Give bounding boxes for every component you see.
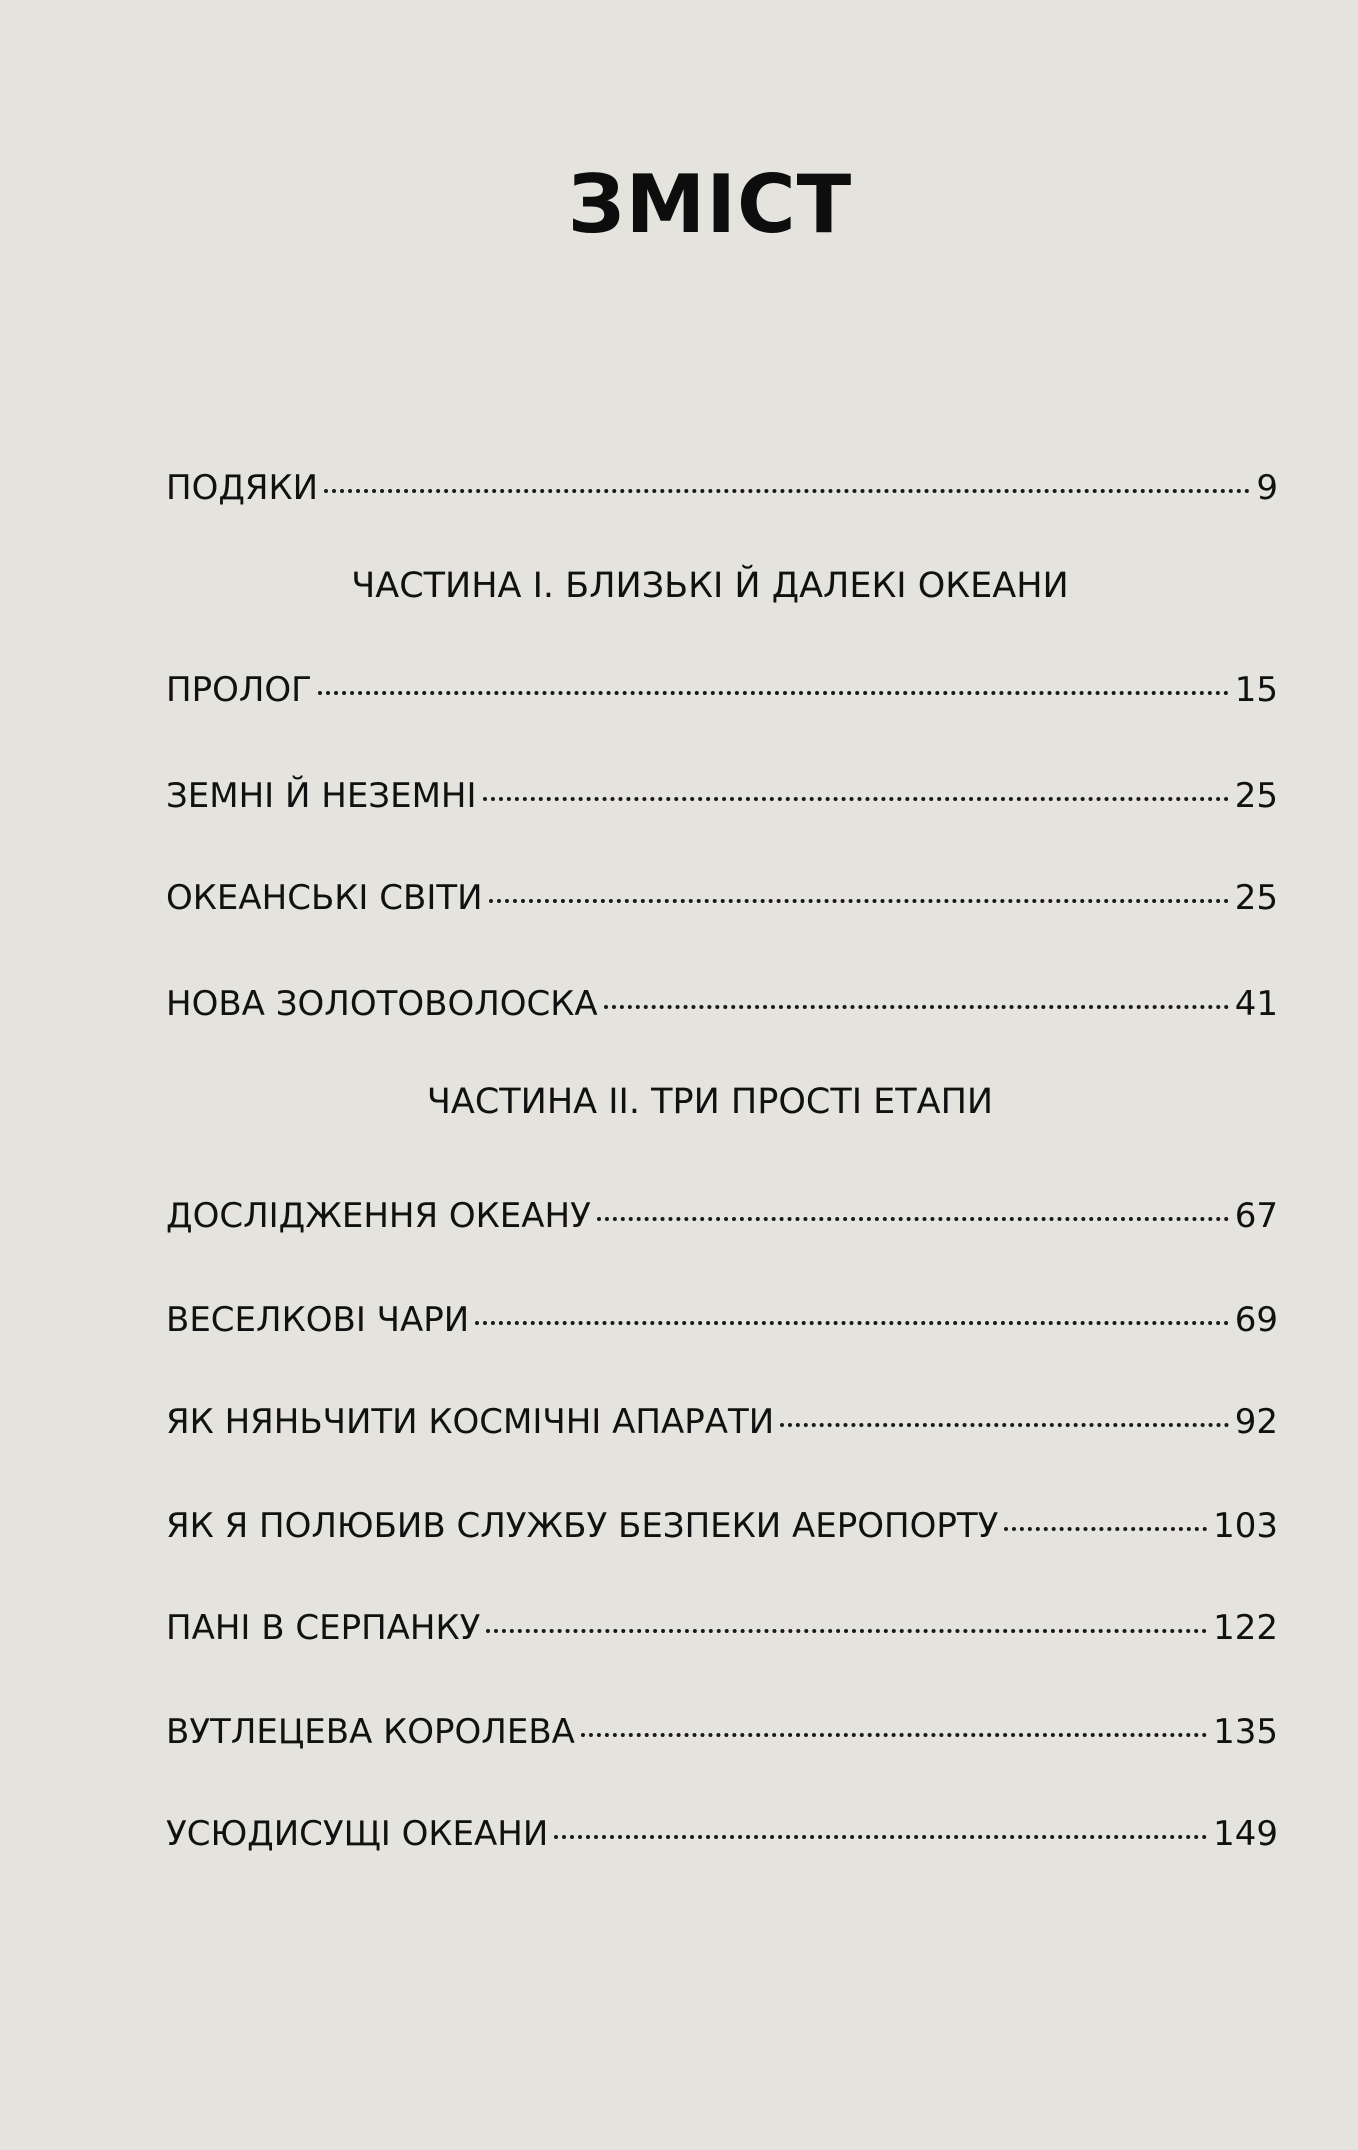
toc-entry-page: 25 xyxy=(1234,878,1278,918)
toc-entry xyxy=(166,776,1278,816)
toc-entry xyxy=(166,1506,1278,1546)
toc-dot-leader xyxy=(597,1217,1229,1221)
toc-entry xyxy=(166,670,1278,710)
toc-entry-page: 135 xyxy=(1213,1712,1278,1752)
toc-dot-leader xyxy=(324,489,1250,493)
toc-entry-label: ДОСЛІДЖЕННЯ ОКЕАНУ xyxy=(166,1196,591,1236)
toc-entry xyxy=(166,1300,1278,1340)
toc-dot-leader xyxy=(483,797,1229,801)
toc-entry-label: ПАНІ В СЕРПАНКУ xyxy=(166,1608,481,1648)
toc-entry-label: УСЮДИСУЩІ ОКЕАНИ xyxy=(166,1814,549,1854)
toc-entry xyxy=(166,1196,1278,1236)
toc-entry-label: ВЕСЕЛКОВІ ЧАРИ xyxy=(166,1300,470,1340)
part-heading: ЧАСТИНА І. БЛИЗЬКІ Й ДАЛЕКІ ОКЕАНИ xyxy=(351,566,1069,606)
toc-entry-page: 122 xyxy=(1213,1608,1278,1648)
toc-entry-label: ЗЕМНІ Й НЕЗЕМНІ xyxy=(166,776,477,816)
toc-dot-leader xyxy=(581,1733,1207,1737)
toc-entry xyxy=(166,984,1278,1024)
page-title: ЗМІСТ xyxy=(567,158,853,251)
toc-entry-page: 67 xyxy=(1234,1196,1278,1236)
part-heading: ЧАСТИНА ІІ. ТРИ ПРОСТІ ЕТАПИ xyxy=(426,1082,994,1122)
toc-entry-label: ОКЕАНСЬКІ СВІТИ xyxy=(166,878,483,918)
toc-entry-page: 25 xyxy=(1234,776,1278,816)
toc-entry xyxy=(166,878,1278,918)
toc-dot-leader xyxy=(489,899,1229,903)
toc-entry-label: ЯК НЯНЬЧИТИ КОСМІЧНІ АПАРАТИ xyxy=(166,1402,775,1442)
toc-entry xyxy=(166,1712,1278,1752)
toc-entry-page: 41 xyxy=(1234,984,1278,1024)
toc-entry-label: НОВА ЗОЛОТОВОЛОСКА xyxy=(166,984,598,1024)
toc-entry-label: ПРОЛОГ xyxy=(166,670,312,710)
toc-entry-page: 15 xyxy=(1234,670,1278,710)
toc-entry-page: 9 xyxy=(1256,468,1278,508)
toc-entry-page: 103 xyxy=(1213,1506,1278,1546)
toc-entry-page: 92 xyxy=(1234,1402,1278,1442)
toc-dot-leader xyxy=(780,1423,1229,1427)
toc-entry xyxy=(166,1402,1278,1442)
toc-dot-leader xyxy=(604,1005,1229,1009)
toc-dot-leader xyxy=(1004,1527,1207,1531)
toc-dot-leader xyxy=(486,1629,1207,1633)
toc-entry xyxy=(166,1608,1278,1648)
toc-entry-label: ВУТЛЕЦЕВА КОРОЛЕВА xyxy=(166,1712,575,1752)
toc-entry-label: ЯК Я ПОЛЮБИВ СЛУЖБУ БЕЗПЕКИ АЕРОПОРТУ xyxy=(166,1506,999,1546)
toc-dot-leader xyxy=(554,1835,1207,1839)
toc-entry-page: 149 xyxy=(1213,1814,1278,1854)
toc-entry xyxy=(166,468,1278,508)
toc-entry-label: ПОДЯКИ xyxy=(166,468,319,508)
toc-entry xyxy=(166,1814,1278,1854)
toc-entry-page: 69 xyxy=(1234,1300,1278,1340)
toc-dot-leader xyxy=(318,691,1229,695)
toc-dot-leader xyxy=(475,1321,1229,1325)
